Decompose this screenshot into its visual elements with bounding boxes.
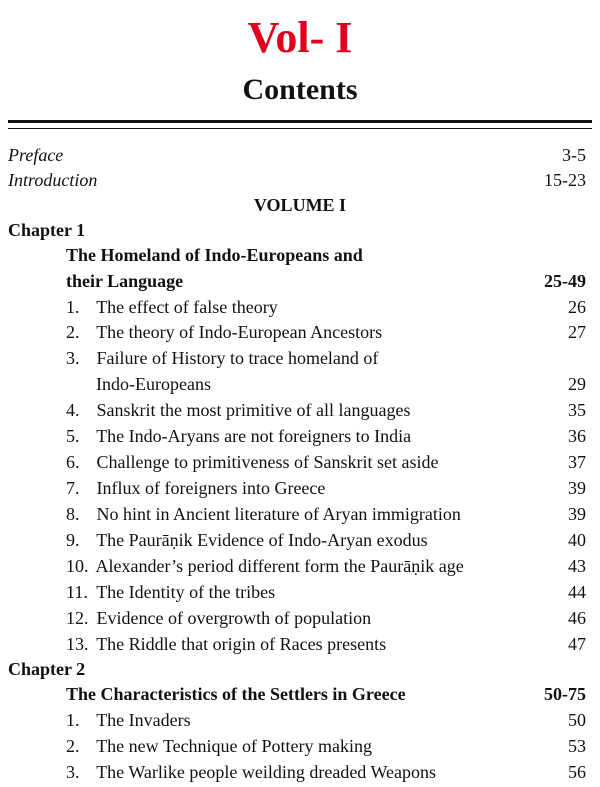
volume-title: Vol- I bbox=[247, 13, 353, 62]
item-title: The Indo-Aryans are not foreigners to India bbox=[96, 426, 412, 446]
chapter1-pages: 25-49 bbox=[544, 271, 586, 291]
list-item bbox=[66, 554, 464, 578]
item-title: Evidence of overgrowth of population bbox=[96, 608, 372, 628]
item-page: 39 bbox=[568, 504, 586, 524]
list-item bbox=[66, 734, 372, 758]
item-page: 39 bbox=[568, 478, 586, 498]
chapter1-label: Chapter 1 bbox=[8, 220, 86, 240]
list-item bbox=[66, 450, 438, 474]
item-title: The Invaders bbox=[96, 710, 191, 730]
item-title: Failure of History to trace homeland of bbox=[96, 348, 379, 368]
list-item bbox=[66, 632, 386, 656]
item-number: 7. bbox=[66, 478, 80, 498]
item-number: 3. bbox=[66, 762, 80, 782]
list-item bbox=[66, 606, 371, 630]
item-number: 9. bbox=[66, 530, 80, 550]
item-page: 47 bbox=[568, 634, 586, 654]
item-page: 37 bbox=[568, 452, 586, 472]
item-number: 1. bbox=[66, 297, 80, 317]
item-page: 27 bbox=[568, 322, 586, 342]
item-number: 2. bbox=[66, 736, 80, 756]
item-title: No hint in Ancient literature of Aryan immigration bbox=[96, 504, 461, 524]
item-number: 13. bbox=[66, 634, 89, 654]
divider-thick bbox=[8, 120, 592, 123]
item-title: The new Technique of Pottery making bbox=[96, 736, 373, 756]
item-title: The theory of Indo-European Ancestors bbox=[96, 322, 383, 342]
item-page: 44 bbox=[568, 582, 586, 602]
toc-entry-preface: Preface bbox=[8, 145, 64, 165]
list-item bbox=[66, 424, 411, 448]
chapter1-title-line1: The Homeland of Indo-Europeans and bbox=[66, 245, 363, 265]
list-item bbox=[66, 502, 461, 526]
list-item bbox=[66, 398, 410, 422]
item-page: 40 bbox=[568, 530, 586, 550]
item-title: The Warlike people weilding dreaded Weapons bbox=[96, 762, 437, 782]
list-item bbox=[66, 528, 428, 552]
item-title: The effect of false theory bbox=[96, 297, 278, 317]
list-item bbox=[66, 476, 325, 500]
item-page: 53 bbox=[568, 736, 586, 756]
list-item bbox=[66, 320, 382, 344]
item-number: 5. bbox=[66, 426, 80, 446]
item-number: 8. bbox=[66, 504, 80, 524]
chapter2-pages: 50-75 bbox=[544, 684, 586, 704]
item-title: The Riddle that origin of Races presents bbox=[96, 634, 387, 654]
item-page: 46 bbox=[568, 608, 586, 628]
chapter1-title-line2: their Language bbox=[66, 271, 184, 291]
item-number: 11. bbox=[66, 582, 88, 602]
contents-heading: Contents bbox=[242, 73, 358, 106]
item-title-continuation: Indo-Europeans bbox=[96, 374, 211, 394]
item-number: 3. bbox=[66, 348, 80, 368]
item-number: 6. bbox=[66, 452, 80, 472]
item-title: Challenge to primitiveness of Sanskrit set aside bbox=[96, 452, 439, 472]
list-item bbox=[66, 760, 436, 784]
item-number: 12. bbox=[66, 608, 89, 628]
item-title: The Paurāṇik Evidence of Indo-Aryan exodus bbox=[96, 530, 428, 550]
list-item bbox=[66, 580, 275, 604]
item-number: 10. bbox=[66, 556, 89, 576]
chapter2-label: Chapter 2 bbox=[8, 659, 86, 679]
item-page: 50 bbox=[568, 710, 586, 730]
list-item bbox=[66, 346, 378, 370]
item-page: 35 bbox=[568, 400, 586, 420]
volume-heading: VOLUME I bbox=[253, 195, 347, 215]
item-page: 43 bbox=[568, 556, 586, 576]
list-item bbox=[66, 708, 191, 732]
list-item bbox=[66, 295, 278, 319]
toc-page-introduction: 15-23 bbox=[544, 170, 586, 190]
item-page: 56 bbox=[568, 762, 586, 782]
item-title: Alexander’s period different form the Paurāṇik age bbox=[95, 556, 464, 576]
item-page: 29 bbox=[568, 374, 586, 394]
toc-entry-introduction: Introduction bbox=[8, 170, 98, 190]
chapter2-title: The Characteristics of the Settlers in Greece bbox=[66, 684, 406, 704]
item-page: 36 bbox=[568, 426, 586, 446]
item-title: Influx of foreigners into Greece bbox=[96, 478, 326, 498]
item-number: 2. bbox=[66, 322, 80, 342]
item-number: 1. bbox=[66, 710, 80, 730]
divider-thin bbox=[8, 128, 592, 129]
item-number: 4. bbox=[66, 400, 80, 420]
item-title: Sanskrit the most primitive of all languages bbox=[96, 400, 411, 420]
toc-page-preface: 3-5 bbox=[562, 145, 586, 165]
item-title: The Identity of the tribes bbox=[96, 582, 276, 602]
item-page: 26 bbox=[568, 297, 586, 317]
